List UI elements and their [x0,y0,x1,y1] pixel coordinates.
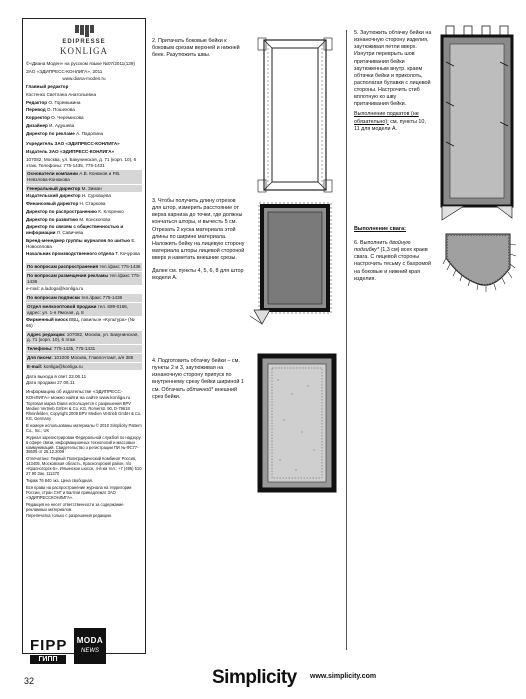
step-5-illustration [436,22,520,222]
moda-news-logo [74,628,106,664]
line-value: Н. Суровцева [81,193,111,199]
step-6-text2: (1,3 см) всех краев свага. С лицевой стороны настрочить тесьму с бахромой на боковые и нижний края изделия. [354,247,432,282]
line-value: О. Пошехова [46,107,75,113]
line-label: По вопросам размещения рекламы [27,272,110,278]
partner-logos [30,628,106,664]
imprint-line [26,263,142,271]
contacts-list [26,263,142,370]
line-value: М. Конскопова [79,216,111,222]
line-value: Т. Кочурова [115,251,140,257]
line-value: О. Черемисова [51,115,84,121]
copyright: ©«Диана Моден» на русском языке №07/2011(139) [26,61,135,66]
imprint-line [26,363,142,371]
imprint-line [26,84,142,90]
line-value: тел./факс 775-1436 [27,272,141,284]
line-label: Дизайнер [26,122,50,128]
fine-print-item: Журнал зарегистрирован Федеральной службой по надзору в сфере связи, информационных технологий и массовых коммуникаций. Свидетельство о регистрации ПИ № ФС77-38605 от 25.12.2009 [26,434,141,455]
logo-name: EDIPRESSE [62,38,106,45]
line-value: Костенко Светлана Анатольевна [26,91,97,97]
simplicity-brand: Simplicity [212,667,297,688]
moda-label: MODA [76,636,104,646]
step-3-text [152,198,246,282]
line-label: Директор по рекламе [26,130,77,136]
line-value: Е. Новоселова [26,237,136,249]
line-label: По вопросам подписки [27,295,82,301]
line-label: Генеральный директор [27,185,82,191]
imprint-line [26,131,142,137]
line-label: Корректор [26,115,52,121]
imprint-line [26,107,142,113]
line-label: Основатели компании [27,171,80,177]
line-label: Фирменный киоск [26,317,70,323]
imprint-line [26,224,142,235]
line-value: Н. Старкова [79,201,106,207]
step-6-number: 6. [354,240,359,246]
dates [26,374,142,385]
step-6-heading [354,226,444,233]
fine-print-item: В номере использованы материалы © 2010 Simplicity Pattern Co., Inc., UK [26,422,142,433]
fine-print [26,402,142,519]
line-value: К. Клоренко [98,208,124,214]
line-value: М. Зиман [81,185,102,191]
imprint-line [26,303,142,316]
line-value: О. Горемыкина [48,99,81,105]
line-value: А. Падолина [76,130,104,136]
line-value: тел. 689-0166, адрес: ул. 1-я Ямская, д. 8 [27,303,129,315]
info-line: Информацию об издательстве «ЭДИПРЕСС-КОНЛИГА» можно найти на сайте www.konliga.ru [26,388,131,400]
line-label: Директор по распространению [26,208,99,214]
staff-list [26,84,142,136]
line-label: Отдел мелкооптовой продажи [27,303,98,309]
line-label: Финансовый директор [26,201,80,207]
step-6-italic: двойную подгибку* [354,240,411,254]
logo-sub: KONLIGA [60,46,108,57]
imprint-line [26,123,142,129]
step-3-body: Чтобы получить длину отрезов для штор, измерить расстояние от верха карниза до точки, где должны кончаться шторы, и вычесть 5 см. Отрезать 2 куска материала этой длины по ширине материала. Наложить бейку на лицевую сторону материала шторы лицевой стороной вверх и наметать внешние срезы. [152,198,245,261]
company-heads [26,170,142,257]
step-4-number: 4. [152,358,157,364]
publisher: Издатель ЗАО «ЭДИПРЕСС-КОНЛИГА» [26,149,115,155]
step-3-extra: Далее см. пункты 4, 5, 6, 8 для штор модели А. [152,268,244,282]
line-value: ВВЦ, павильон «Культура» (№ 66) [26,317,135,328]
fine-print-item: Редакция не несет ответственности за содержание рекламных материалов. [26,501,124,512]
imprint-line [26,193,142,199]
step-5-body: Заутюжить обтачку бейки на изнаночную сторону изделия, заутюживая петли вверх. Изнутри переврыть шов притачивания бейки заутюженным внутр. краем обтачки бейки и приколоть, располагая булавки с лицевой стороны. Настрочить стиб вплотную ко шву притачивания бейки. [354,30,432,108]
logo-bars-icon [75,25,94,37]
imprint-line [26,272,142,285]
step-5-number: 5. [354,30,359,36]
imprint-box [22,18,146,654]
fine-print-item: Тираж 76 840 экз. Цена свободная. [26,478,94,483]
fine-print-item: Отпечатано: Первый Полиграфический Комбинат Россия, 143405, Московская область, Красногорский район, п/о «Красногорск-5», Ильинское шоссе, 4-й км тел.: +7 (495) 510 27 90 Зак. 111370 [26,456,142,477]
imprint-line [26,354,142,362]
imprint-line [26,100,142,106]
line-value: тел./факс 775-1436 [81,295,123,301]
line-label: Начальник производственного отдела [26,251,116,257]
imprint-line [26,294,142,302]
line-value: тел./факс 775-1436 [99,264,141,270]
fipp-logo [30,636,66,664]
imprint-line [26,170,142,183]
step-3-number: 3. [152,198,157,204]
page-number: 32 [24,676,35,686]
date-line: Дата выхода в свет 23.06.11 [26,374,87,380]
step-5-after: см. пункты 10, 11 для модели А. [354,118,426,132]
step-4-italic: обтачной [186,386,212,393]
line-label: Бренд-менеджер группы журналов по шитью [26,237,132,243]
step-2-number: 2. [152,38,157,44]
line-label: Издательский директор [26,193,82,199]
date-line: Дата продажи 27.06.11 [26,380,75,386]
line-value: 101000 Москва, Главпочтамт, а/я 385 [54,354,134,360]
line-label: Телефоны: [27,346,54,352]
line-label: Директор по развитию [26,216,80,222]
step-5-text [354,30,432,133]
column-divider [346,30,347,650]
line-label: Для писем: [27,354,54,360]
site: www.diana-moden.ru [62,76,106,82]
gipp-label: ГИПП [30,655,66,664]
step-4-text: 4. Подготовить обтачку бейки – см. пункты 2 и 3, заутюживая на изнаночную сторону припуск по внутреннему срезу бейки шириной 1 см. Обтачать обтачной* внешний срез бейки. [152,358,244,400]
imprint-line [26,217,142,223]
fine-print-item: Перепечатка только с разрешения редакции. [26,513,112,519]
step-5-underline: Выполнение подкатов (не обязательно): [354,111,419,125]
imprint-line [26,201,142,207]
line-label: Адрес редакции: [27,331,67,337]
imprint-line [26,185,142,193]
imprint-line [26,92,142,98]
imprint-line [26,115,142,121]
fine-print-item: Торговая марка Diana используется с разрешения BPV Medien Vertrieb GmbH & Co. KG, Romerstr. 90, D-79618 Rheinfelden, Copyright 2008 BPV Medien Vertrieb GmbH & Co. KG, Germany [26,401,142,422]
line-value: konliga@konliga.ru [43,363,83,369]
address: 107082, Москва, ул. Бакунинская, д. 71 (корп. 10), 6 этаж. Телефоны: 775-1435, 775-1431 [26,156,137,168]
edipresse-logo [26,23,142,59]
line-value: И. Адушева [49,122,75,128]
imprint-line [26,209,142,215]
publisher-line: ЗАО «ЭДИПРЕСС-КОНЛИГА», 2011 [26,68,103,74]
step-6-illustration [440,228,520,300]
step-2-body: Притачать боковые бейки к боковым срезам верхней и нижней беек. Разутюжить швы. [152,38,240,59]
line-value: 775-1435, 775-1431 [53,346,96,352]
imprint-line [26,251,142,257]
line-value: Л. Савичева [56,230,84,236]
line-value: 107082, Москва, ул. Бакунинская, д. 71 (корп. 10), 6 этаж [27,331,139,343]
imprint-line [26,345,142,353]
step-2-text [152,38,248,59]
fipp-label: FIPP [30,637,68,654]
line-label: Перевод [26,107,47,113]
line-value: e-mail: a.ladoga@konliga.ru [26,286,84,292]
line-value: А.В. Конюков и Р.В. Невзлова-Конюкова [27,171,121,183]
imprint-line [26,317,142,328]
step-4-tail: внешний срез бейки. [152,386,238,400]
line-label: Редактор [26,99,49,105]
line-label: E-mail: [27,363,44,369]
step-3-illustration [248,192,344,332]
swag-heading: Выполнение свага: [354,226,406,232]
imprint-line [26,238,142,249]
fine-print-item: Вся права на распространение журнала на территории России, стран СНГ и Балтии принадлежат ЗАО «ЭДИПРЕССКОНЛИГА». [26,484,132,500]
line-label: Главный редактор [26,84,69,90]
step-4-body: Подготовить обтачку бейки – см. пункты 2 и 3, заутюживая на изнаночную сторону припуск по внутреннему срезу бейки шириной 1 см. Обтачать [152,358,244,393]
line-label: Директор по связям с общественностью и информации [26,224,124,236]
simplicity-url: www.simplicity.com [310,673,377,680]
step-6-text1: Выполнить [360,240,388,246]
step-4-illustration [252,350,344,498]
imprint-line [26,331,142,344]
line-label: По вопросам распространения [27,264,100,270]
step-2-illustration [254,30,340,200]
moda-sub: NEWS [81,648,99,655]
imprint-line [26,286,142,292]
founder: Учредитель ЗАО «ЭДИПРЕСС-КОНЛИГА» [26,141,120,147]
step-6-text [354,240,434,283]
